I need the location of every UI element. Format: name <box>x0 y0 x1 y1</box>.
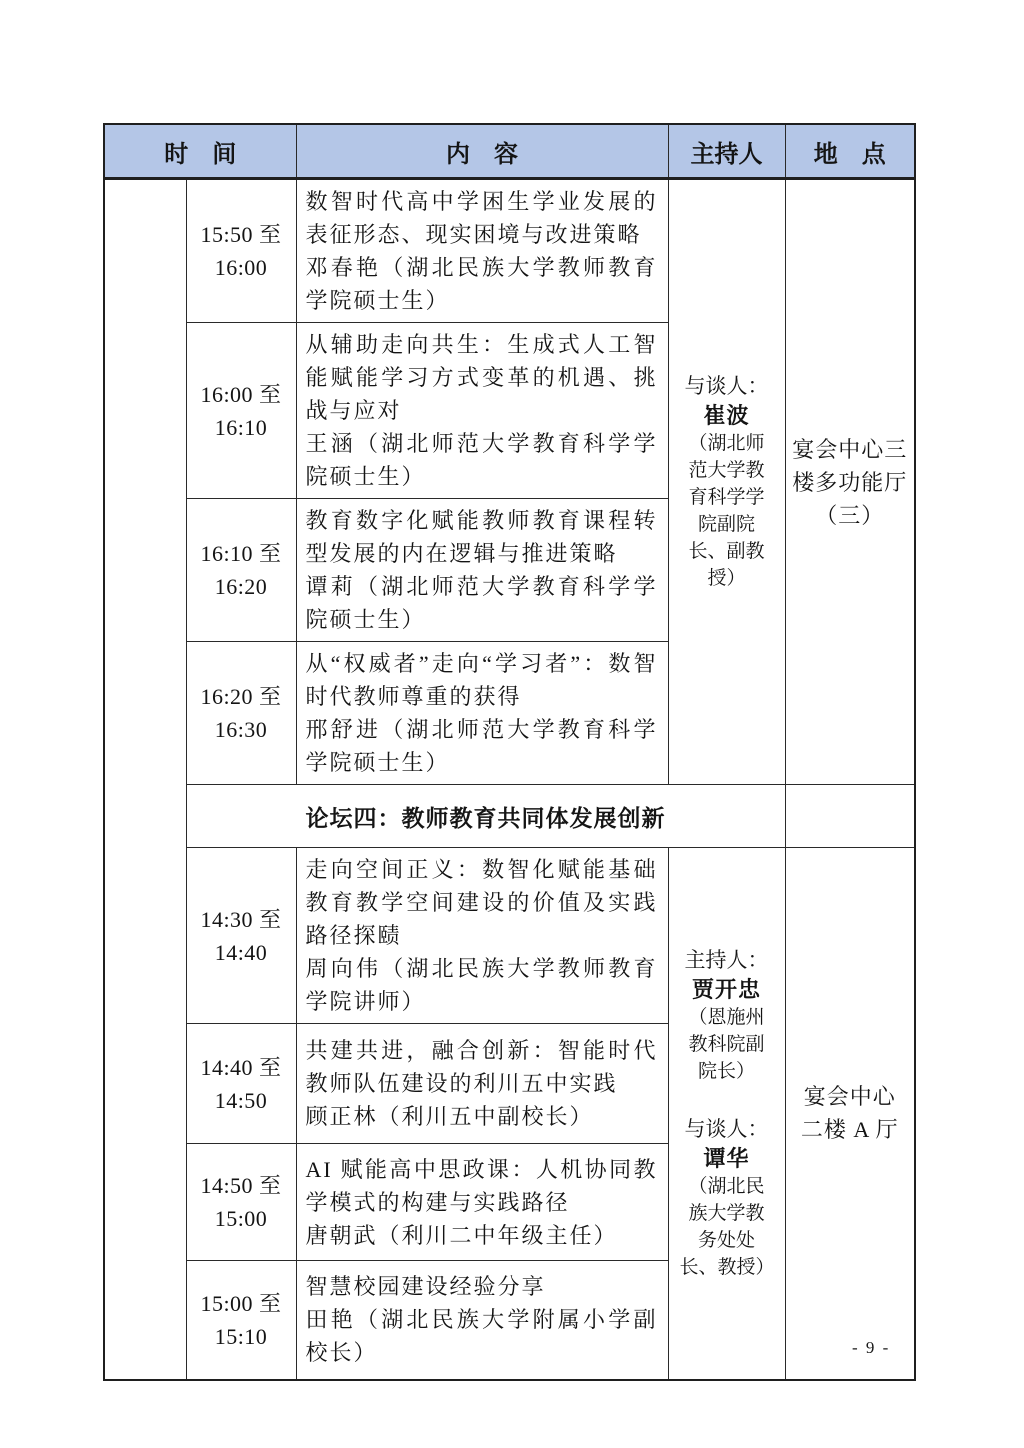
session-time <box>186 642 296 785</box>
session-time <box>186 848 296 1024</box>
location-line: 楼多功能厅 <box>792 469 908 495</box>
session-content <box>296 1024 668 1144</box>
header-time: 时 间 <box>104 124 296 179</box>
time-end: 14:50 <box>214 1087 268 1113</box>
session-time <box>186 1261 296 1380</box>
host-cell-section2 <box>668 848 785 1380</box>
session-content <box>296 848 668 1024</box>
host-affiliation: （恩施州教科院副院长） <box>688 1006 765 1082</box>
schedule-table <box>103 123 916 1381</box>
table-header-row <box>104 124 915 179</box>
session-content <box>296 179 668 323</box>
session-speaker: 田艳（湖北民族大学附属小学副校长） <box>305 1307 658 1366</box>
session-speaker: 邓春艳（湖北民族大学教师教育学院硕士生） <box>305 255 658 313</box>
location-line: 宴会中心 <box>803 1084 896 1110</box>
forum-title: 论坛四：教师教育共同体发展创新 <box>186 785 785 848</box>
session-content <box>296 323 668 499</box>
session-title: AI 赋能高中思政课：人机协同教学模式的构建与实践路径 <box>305 1156 658 1215</box>
location-cell-section1 <box>785 179 915 785</box>
session-content <box>296 642 668 785</box>
session-title: 走向空间正义：数智化赋能基础教育教学空间建设的价值及实践路径探赜 <box>305 857 658 948</box>
session-speaker: 顾正林（利川五中副校长） <box>305 1104 594 1129</box>
header-host: 主持人 <box>668 124 785 179</box>
session-speaker: 唐朝武（利川二中年级主任） <box>305 1222 618 1248</box>
session-time <box>186 1024 296 1144</box>
session-content <box>296 499 668 642</box>
time-start: 16:00 至 <box>200 381 282 407</box>
discussant-block <box>671 372 783 592</box>
forum-title-row <box>104 785 915 848</box>
session-row <box>104 179 915 323</box>
session-title: 数智时代高中学困生学业发展的表征形态、现实困境与改进策略 <box>305 189 658 247</box>
page-number: - 9 - <box>852 1338 891 1357</box>
session-speaker: 王涵（湖北师范大学教育科学学院硕士生） <box>305 431 658 489</box>
host-name: 贾开忠 <box>691 976 761 1002</box>
session-row <box>104 848 915 1024</box>
discussant-affiliation: （湖北师范大学教育科学学院副院长、副教授） <box>688 433 765 589</box>
time-start: 16:20 至 <box>200 684 282 709</box>
session-speaker: 谭莉（湖北师范大学教育科学学院硕士生） <box>305 574 658 632</box>
time-start: 14:40 至 <box>200 1054 282 1080</box>
session-time <box>186 499 296 642</box>
location-cell-section2 <box>785 848 915 1380</box>
host-cell-section1 <box>668 179 785 785</box>
header-content: 内 容 <box>296 124 668 179</box>
discussant-name: 崔波 <box>703 403 750 428</box>
location-line: （三） <box>815 502 885 528</box>
time-end: 16:30 <box>214 717 268 742</box>
location-line: 二楼 A 厅 <box>800 1117 899 1143</box>
discussant-affiliation: （湖北民族大学教务处处长、教授） <box>679 1175 775 1278</box>
time-start: 14:30 至 <box>200 906 282 932</box>
header-location: 地 点 <box>785 124 915 179</box>
session-title: 共建共进，融合创新：智能时代教师队伍建设的利川五中实践 <box>305 1038 658 1096</box>
discussant-label: 与谈人： <box>684 1116 769 1141</box>
time-end: 16:20 <box>214 574 268 599</box>
location-line: 宴会中心三 <box>792 436 908 462</box>
session-title: 教育数字化赋能教师教育课程转型发展的内在逻辑与推进策略 <box>305 508 658 566</box>
spacer-column <box>104 179 186 1380</box>
time-start: 14:50 至 <box>200 1173 282 1198</box>
time-start: 15:50 至 <box>200 222 282 247</box>
time-start: 16:10 至 <box>200 541 282 566</box>
host-label: 主持人： <box>684 947 769 972</box>
session-title: 智慧校园建设经验分享 <box>305 1274 546 1300</box>
session-speaker: 邢舒进（湖北师范大学教育科学学院硕士生） <box>305 717 658 775</box>
session-title: 从辅助走向共生：生成式人工智能赋能学习方式变革的机遇、挑战与应对 <box>305 332 658 423</box>
time-end: 16:00 <box>214 255 268 280</box>
session-time <box>186 179 296 323</box>
discussant-label: 与谈人： <box>684 374 769 398</box>
session-time <box>186 323 296 499</box>
session-time <box>186 1144 296 1261</box>
forum-location-empty-cell <box>785 785 915 848</box>
time-end: 16:10 <box>214 414 268 440</box>
time-start: 15:00 至 <box>200 1290 282 1316</box>
discussant-name: 谭华 <box>703 1145 750 1171</box>
discussant-block <box>671 1115 783 1281</box>
time-end: 14:40 <box>214 939 268 965</box>
time-end: 15:10 <box>214 1323 268 1349</box>
session-speaker: 周向伟（湖北民族大学教师教育学院讲师） <box>305 956 658 1014</box>
time-end: 15:00 <box>214 1206 268 1231</box>
session-title: 从“权威者”走向“学习者”：数智时代教师尊重的获得 <box>305 651 658 709</box>
session-content <box>296 1144 668 1261</box>
session-content <box>296 1261 668 1380</box>
host-block <box>671 946 783 1085</box>
